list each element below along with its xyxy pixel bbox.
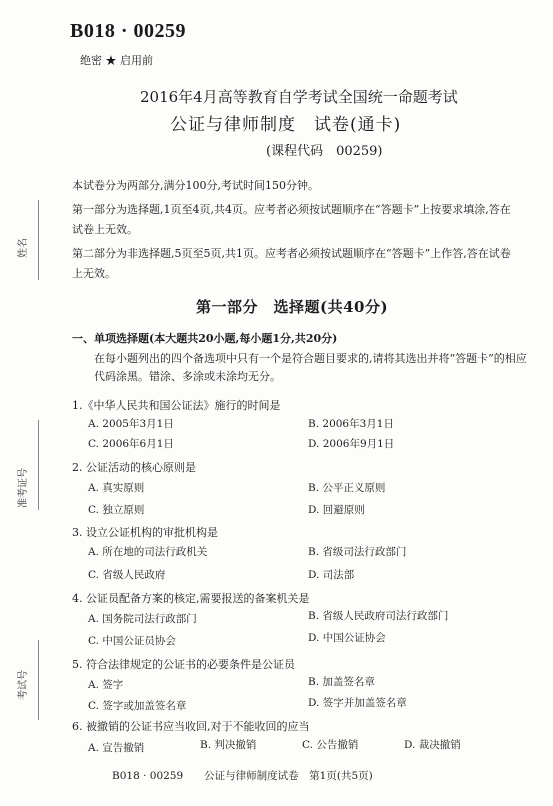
option-a: A. 国务院司法行政部门 bbox=[88, 613, 197, 625]
option-c: C. 签字或加盖签名章 bbox=[88, 700, 187, 712]
section-instruction: 在每小题列出的四个备选项中只有一个是符合题目要求的,请将其选出并将“答题卡”的相应代码涂黑。错涂、多涂或未涂均无分。 bbox=[94, 352, 527, 383]
option-c: C. 中国公证员协会 bbox=[88, 635, 176, 647]
option-d: D. 中国公证协会 bbox=[308, 632, 386, 644]
question-stem: 6. 被撤销的公证书应当收回,对于不能收回的应当 bbox=[72, 720, 310, 733]
side-label-name: 姓名 bbox=[18, 238, 29, 258]
option-c: C. 公告撤销 bbox=[302, 739, 359, 751]
option-a: A. 真实原则 bbox=[88, 482, 145, 494]
option-d: D. 回避原则 bbox=[308, 504, 365, 516]
exam-title: 2016年4月高等教育自学考试全国统一命题考试 bbox=[140, 88, 458, 106]
option-b: B. 加盖签名章 bbox=[308, 676, 375, 688]
margin-line-bot bbox=[38, 640, 39, 720]
side-label-exam-no: 准考证号 bbox=[18, 468, 29, 508]
option-d: D. 签字并加盖签名章 bbox=[308, 697, 407, 709]
part-title: 第一部分 选择题(共40分) bbox=[196, 298, 389, 316]
question-stem: 2. 公证活动的核心原则是 bbox=[72, 461, 196, 474]
option-b: B. 公平正义原则 bbox=[308, 482, 386, 494]
intro-paragraph-3: 第二部分为非选择题,5页至5页,共1页。应考者必须按试题顺序在“答题卡”上作答,答在试卷上无效。 bbox=[72, 247, 511, 280]
question-stem: 1.《中华人民共和国公证法》施行的时间是 bbox=[72, 399, 281, 412]
intro-paragraph-2: 第一部分为选择题,1页至4页,共4页。应考者必须按试题顺序在“答题卡”上按要求填涂,答在试卷上无效。 bbox=[72, 203, 511, 236]
question-stem: 3. 设立公证机构的审批机构是 bbox=[72, 526, 218, 539]
option-c: C. 省级人民政府 bbox=[88, 569, 166, 581]
option-a: A. 2005年3月1日 bbox=[88, 418, 174, 430]
option-d: D. 司法部 bbox=[308, 569, 355, 581]
option-d: D. 裁决撤销 bbox=[404, 739, 461, 751]
exam-code: B018 · 00259 bbox=[70, 20, 187, 42]
course-code: (课程代码 00259) bbox=[266, 144, 383, 159]
option-a: A. 签字 bbox=[88, 679, 124, 691]
option-c: C. 独立原则 bbox=[88, 504, 145, 516]
section-title: 一、单项选择题(本大题共20小题,每小题1分,共20分) bbox=[72, 332, 338, 345]
option-b: B. 2006年3月1日 bbox=[308, 418, 394, 430]
option-a: A. 所在地的司法行政机关 bbox=[88, 546, 208, 558]
option-d: D. 2006年9月1日 bbox=[308, 438, 395, 450]
margin-line-top bbox=[38, 200, 39, 280]
option-b: B. 省级司法行政部门 bbox=[308, 546, 407, 558]
intro-paragraph-1: 本试卷分为两部分,满分100分,考试时间150分钟。 bbox=[72, 179, 319, 192]
option-a: A. 宣告撤销 bbox=[88, 742, 145, 754]
subject-title: 公证与律师制度 试卷(通卡) bbox=[170, 115, 402, 135]
option-b: B. 省级人民政府司法行政部门 bbox=[308, 610, 449, 622]
side-label-room: 考试号 bbox=[18, 670, 29, 700]
question-stem: 5. 符合法律规定的公证书的必要条件是公证员 bbox=[72, 658, 295, 671]
secret-label: 绝密 ★ 启用前 bbox=[80, 54, 153, 67]
question-stem: 4. 公证员配备方案的核定,需要报送的备案机关是 bbox=[72, 592, 310, 605]
margin-line-mid bbox=[38, 420, 39, 510]
option-b: B. 判决撤销 bbox=[200, 739, 257, 751]
option-c: C. 2006年6月1日 bbox=[88, 438, 174, 450]
page-footer: B018 · 00259 公证与律师制度试卷 第1页(共5页) bbox=[112, 770, 373, 782]
